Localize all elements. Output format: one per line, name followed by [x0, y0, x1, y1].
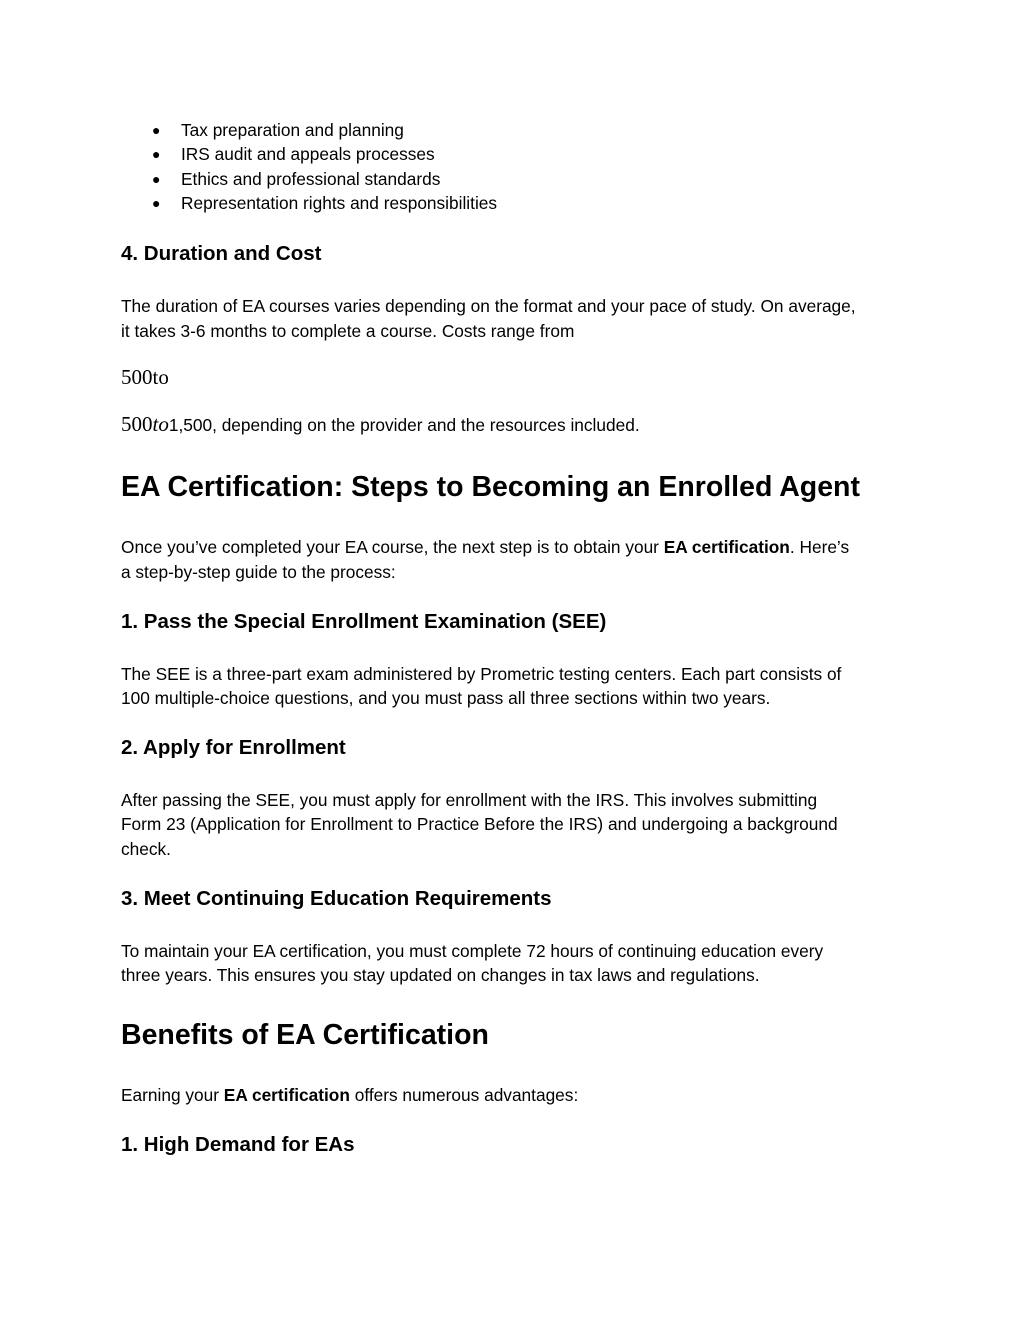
step-2-heading: 2. Apply for Enrollment: [121, 736, 346, 759]
step-2-paragraph-line: After passing the SEE, you must apply for enrollment with the IRS. This involves submitting: [121, 790, 818, 810]
steps-intro-line: Once you’ve completed your EA course, the next step is to obtain your EA certification. Here’s: [121, 537, 850, 557]
benefits-section-heading: Benefits of EA Certification: [121, 1019, 489, 1051]
step-1-heading: 1. Pass the Special Enrollment Examination (SEE): [121, 610, 607, 633]
step-1-paragraph-line: The SEE is a three-part exam administered by Prometric testing centers. Each part consists of: [121, 664, 842, 684]
duration-math-line: 500to: [121, 365, 169, 389]
duration-paragraph-line: The duration of EA courses varies depending on the format and your pace of study. On average,: [121, 296, 856, 316]
topic-bullet-list: [121, 118, 497, 215]
bullet-icon: ●: [152, 146, 161, 163]
duration-paragraph-line: it takes 3-6 months to complete a course. Costs range from: [121, 321, 575, 341]
duration-cost-line: 500to1,500, depending on the provider and the resources included.: [121, 412, 640, 436]
duration-heading: 4. Duration and Cost: [121, 242, 322, 265]
bullet-icon: ●: [152, 122, 161, 138]
list-item: ● Representation rights and responsibilities: [121, 191, 497, 215]
benefit-1-heading: 1. High Demand for EAs: [121, 1133, 355, 1156]
step-2-paragraph-line: check.: [121, 839, 171, 859]
bullet-icon: ●: [152, 194, 161, 211]
list-item: ● IRS audit and appeals processes: [121, 142, 497, 166]
list-item: ● Tax preparation and planning: [121, 118, 497, 142]
step-3-paragraph-line: To maintain your EA certification, you must complete 72 hours of continuing education every: [121, 941, 824, 961]
bullet-icon: ●: [152, 170, 161, 187]
benefits-intro-line: Earning your EA certification offers numerous advantages:: [121, 1085, 579, 1105]
steps-intro-line: a step-by-step guide to the process:: [121, 562, 396, 582]
step-3-paragraph-line: three years. This ensures you stay updated on changes in tax laws and regulations.: [121, 965, 760, 985]
step-2-paragraph-line: Form 23 (Application for Enrollment to Practice Before the IRS) and undergoing a background: [121, 814, 838, 834]
steps-section-heading: EA Certification: Steps to Becoming an Enrolled Agent: [121, 471, 860, 503]
list-item: ● Ethics and professional standards: [121, 167, 497, 191]
step-1-paragraph-line: 100 multiple-choice questions, and you must pass all three sections within two years.: [121, 688, 771, 708]
step-3-heading: 3. Meet Continuing Education Requirements: [121, 887, 552, 910]
